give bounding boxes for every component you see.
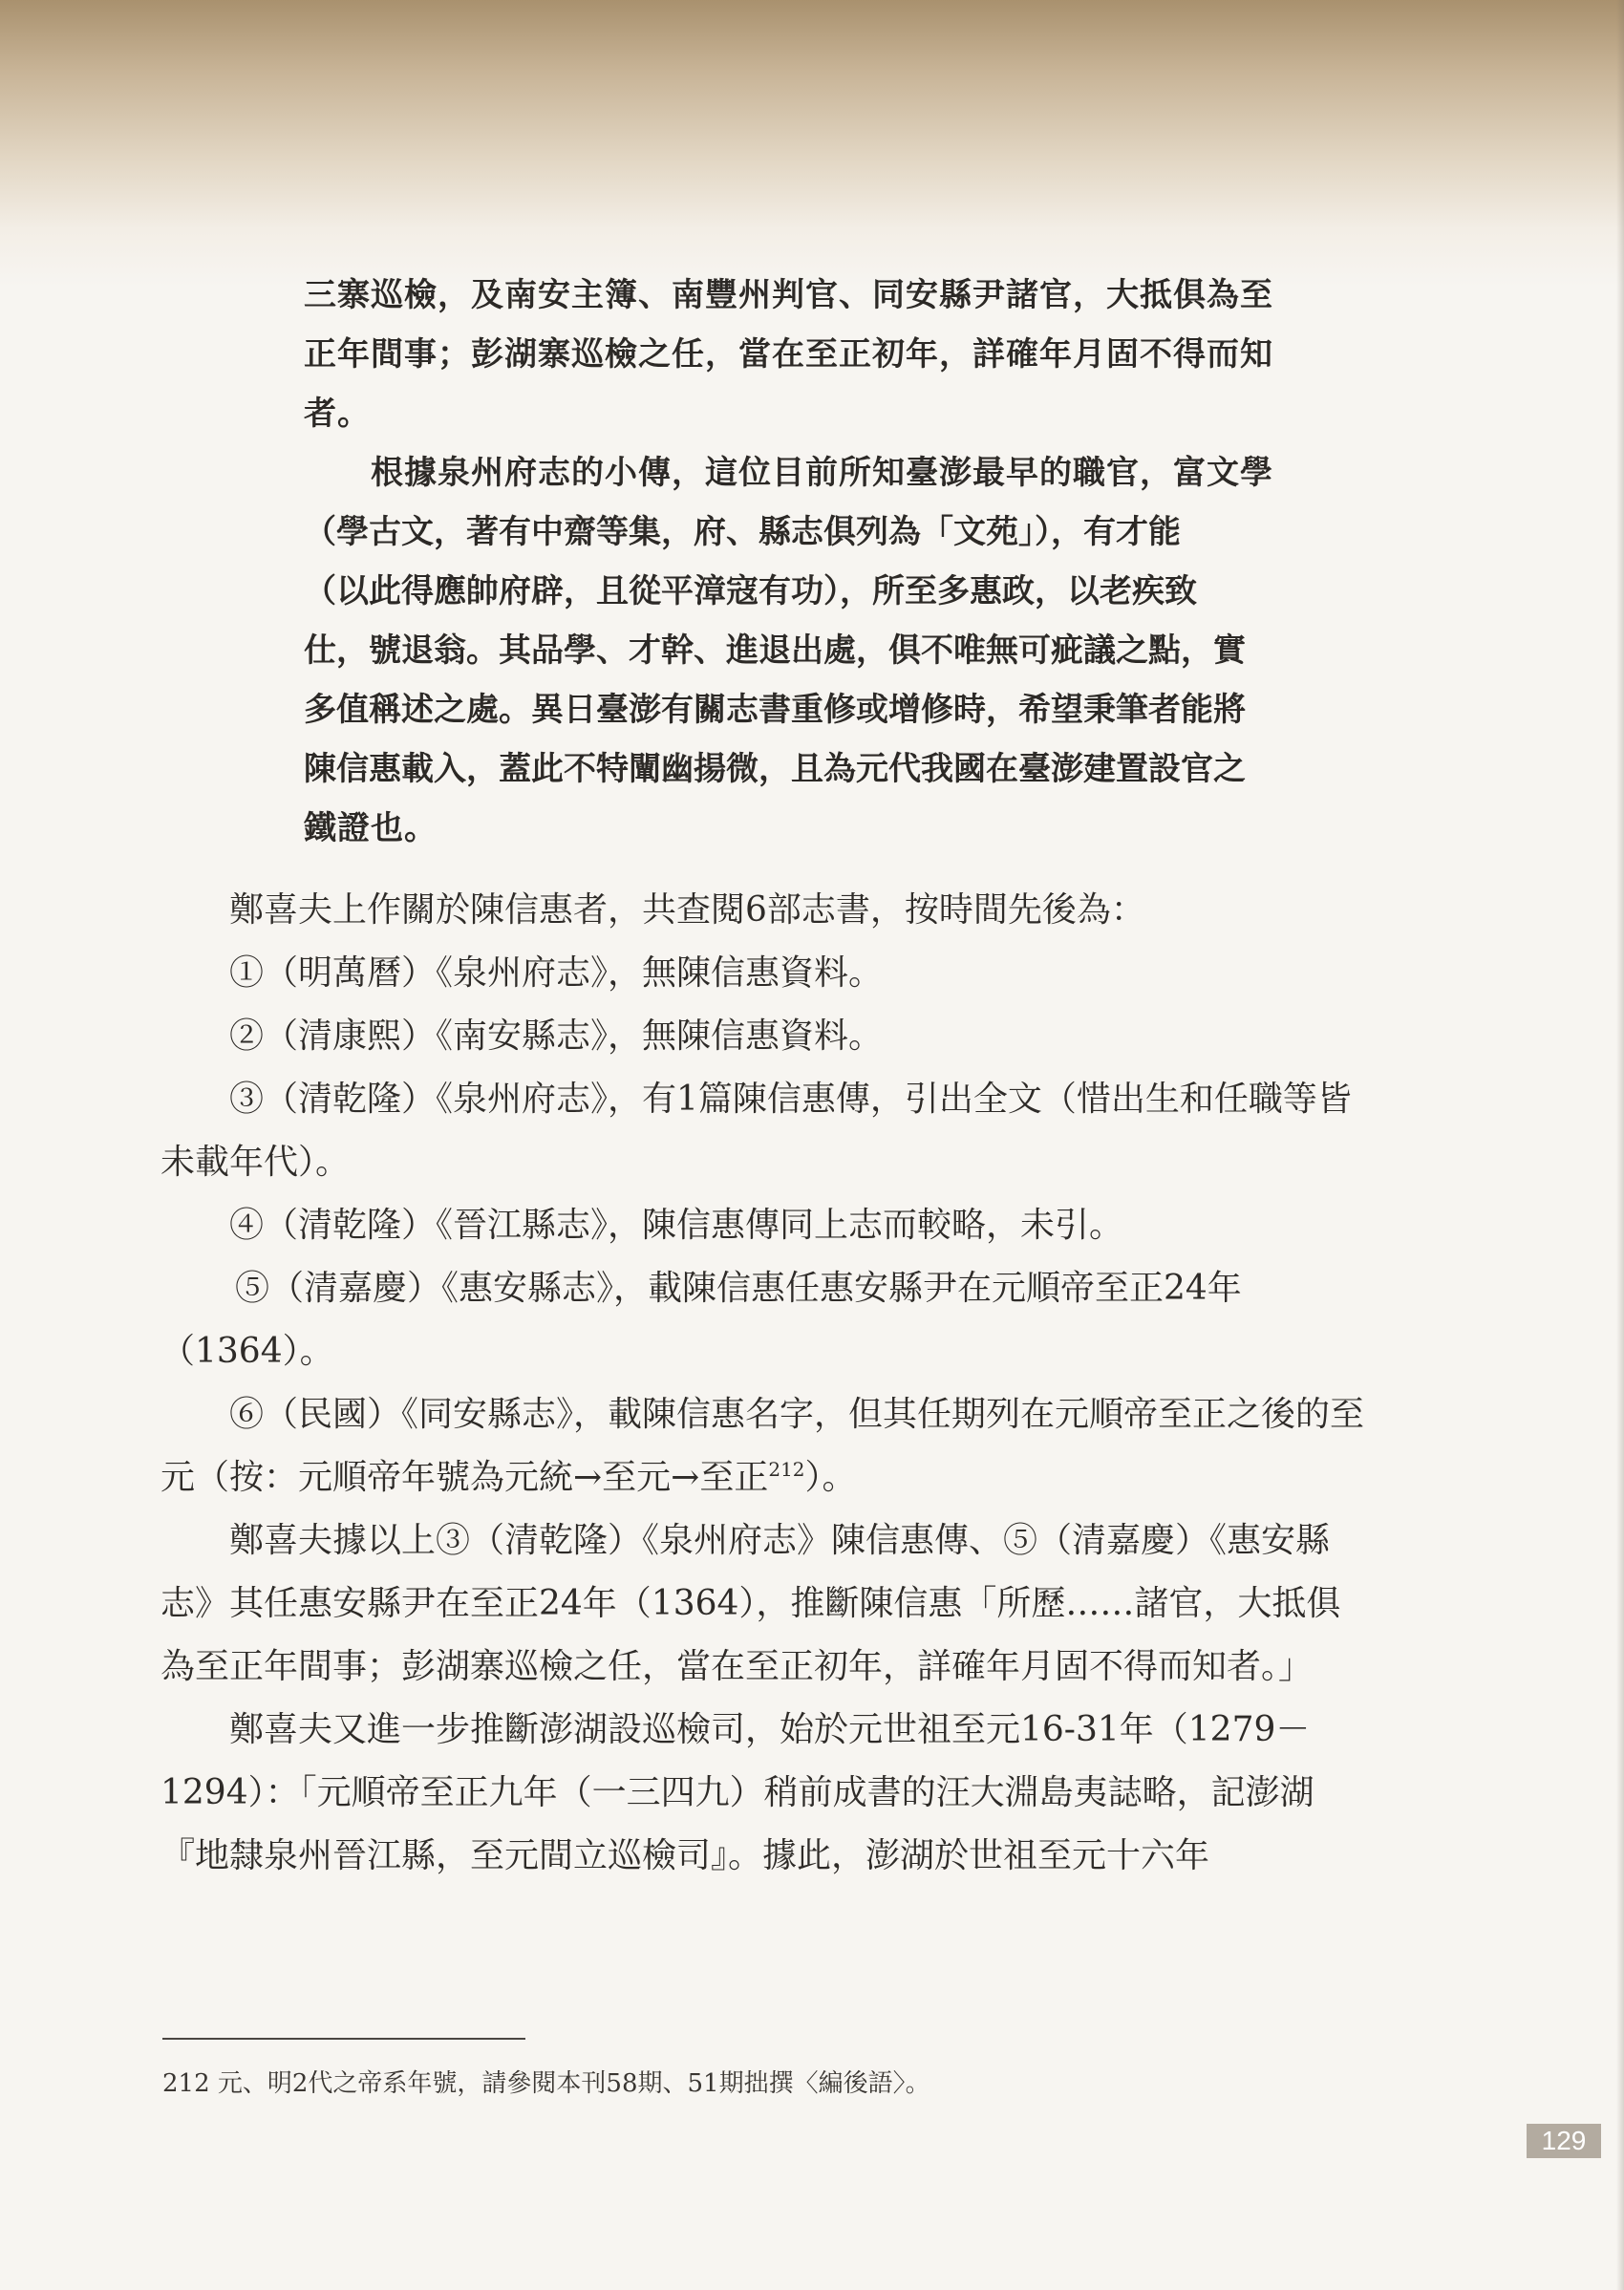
paragraph: 鄭喜夫又進一步推斷澎湖設巡檢司，始於元世祖至元16-31年（1279－1294）：「元順帝至正九年（一三四九）稍前成書的汪大淵島夷誌略，記澎湖『地隸泉州晉江縣，至元間立巡檢司』。據此，澎湖於世祖至元十六年 bbox=[160, 1710, 1314, 1875]
footnote-divider bbox=[162, 2038, 525, 2040]
paragraph-text: ⑥（民國）《同安縣志》，載陳信惠名字，但其任期列在元順帝至正之後的至元（按：元順帝年號為元統→至元→至正 bbox=[160, 1395, 1365, 1497]
footnote-ref: 212 bbox=[768, 1458, 805, 1481]
quote-line: 者。 bbox=[304, 395, 371, 433]
paragraph: 鄭喜夫上作關於陳信惠者，共查閱6部志書，按時間先後為： bbox=[229, 890, 1145, 930]
quote-line: 三寨巡檢，及南安主簿、南豐州判官、同安縣尹諸官，大抵俱為至 bbox=[304, 276, 1273, 314]
block-quote bbox=[304, 266, 1364, 858]
quote-line: 根據泉州府志的小傳，這位目前所知臺澎最早的職官，富文學 bbox=[371, 454, 1273, 492]
paragraph: ④（清乾隆）《晉江縣志》，陳信惠傳同上志而較略，未引。 bbox=[229, 1206, 1124, 1245]
paragraph: ⑤（清嘉慶）《惠安縣志》，載陳信惠任惠安縣尹在元順帝至正24年（1364）。 bbox=[160, 1269, 1242, 1371]
quote-line: （以此得應帥府辟，且從平漳寇有功），所至多惠政，以老疾致 bbox=[304, 572, 1197, 610]
quote-line: 鐵證也。 bbox=[304, 809, 438, 847]
footnote: 212 元、明2代之帝系年號，請參閱本刊58期、51期拙撰〈編後語〉。 bbox=[162, 2069, 930, 2098]
page-header-band bbox=[0, 0, 1624, 287]
paragraph: 鄭喜夫據以上③（清乾隆）《泉州府志》陳信惠傳、⑤（清嘉慶）《惠安縣志》其任惠安縣尹在至正24年（1364），推斷陳信惠「所歷……諸官，大抵俱為至正年間事；彭湖寨巡檢之任，當在至正初年，詳確年月固不得而知者。」 bbox=[160, 1521, 1341, 1686]
quote-line: 多值稱述之處。異日臺澎有關志書重修或增修時，希望秉筆者能將 bbox=[304, 691, 1246, 729]
paragraph-text-tail: ）。 bbox=[804, 1458, 857, 1497]
quote-line: 正年間事；彭湖寨巡檢之任，當在至正初年，詳確年月固不得而知 bbox=[304, 335, 1273, 374]
paragraph: ①（明萬曆）《泉州府志》，無陳信惠資料。 bbox=[229, 953, 884, 993]
quote-line: 陳信惠載入，蓋此不特闡幽揚微，且為元代我國在臺澎建置設官之 bbox=[304, 750, 1246, 788]
quote-line: 仕，號退翁。其品學、才幹、進退出處，俱不唯無可疵議之點，實 bbox=[304, 631, 1246, 670]
quote-line: （學古文，著有中齋等集，府、縣志俱列為「文苑」），有才能 bbox=[304, 513, 1181, 551]
page-edge-shadow bbox=[1616, 0, 1624, 2290]
body-text bbox=[160, 879, 1368, 1888]
paragraph: ③（清乾隆）《泉州府志》，有1篇陳信惠傳，引出全文（惜出生和任職等皆未載年代）。 bbox=[160, 1080, 1352, 1182]
paragraph bbox=[160, 1383, 1368, 1509]
paragraph: ②（清康熙）《南安縣志》，無陳信惠資料。 bbox=[229, 1017, 884, 1056]
page-number: 129 bbox=[1527, 2124, 1601, 2158]
